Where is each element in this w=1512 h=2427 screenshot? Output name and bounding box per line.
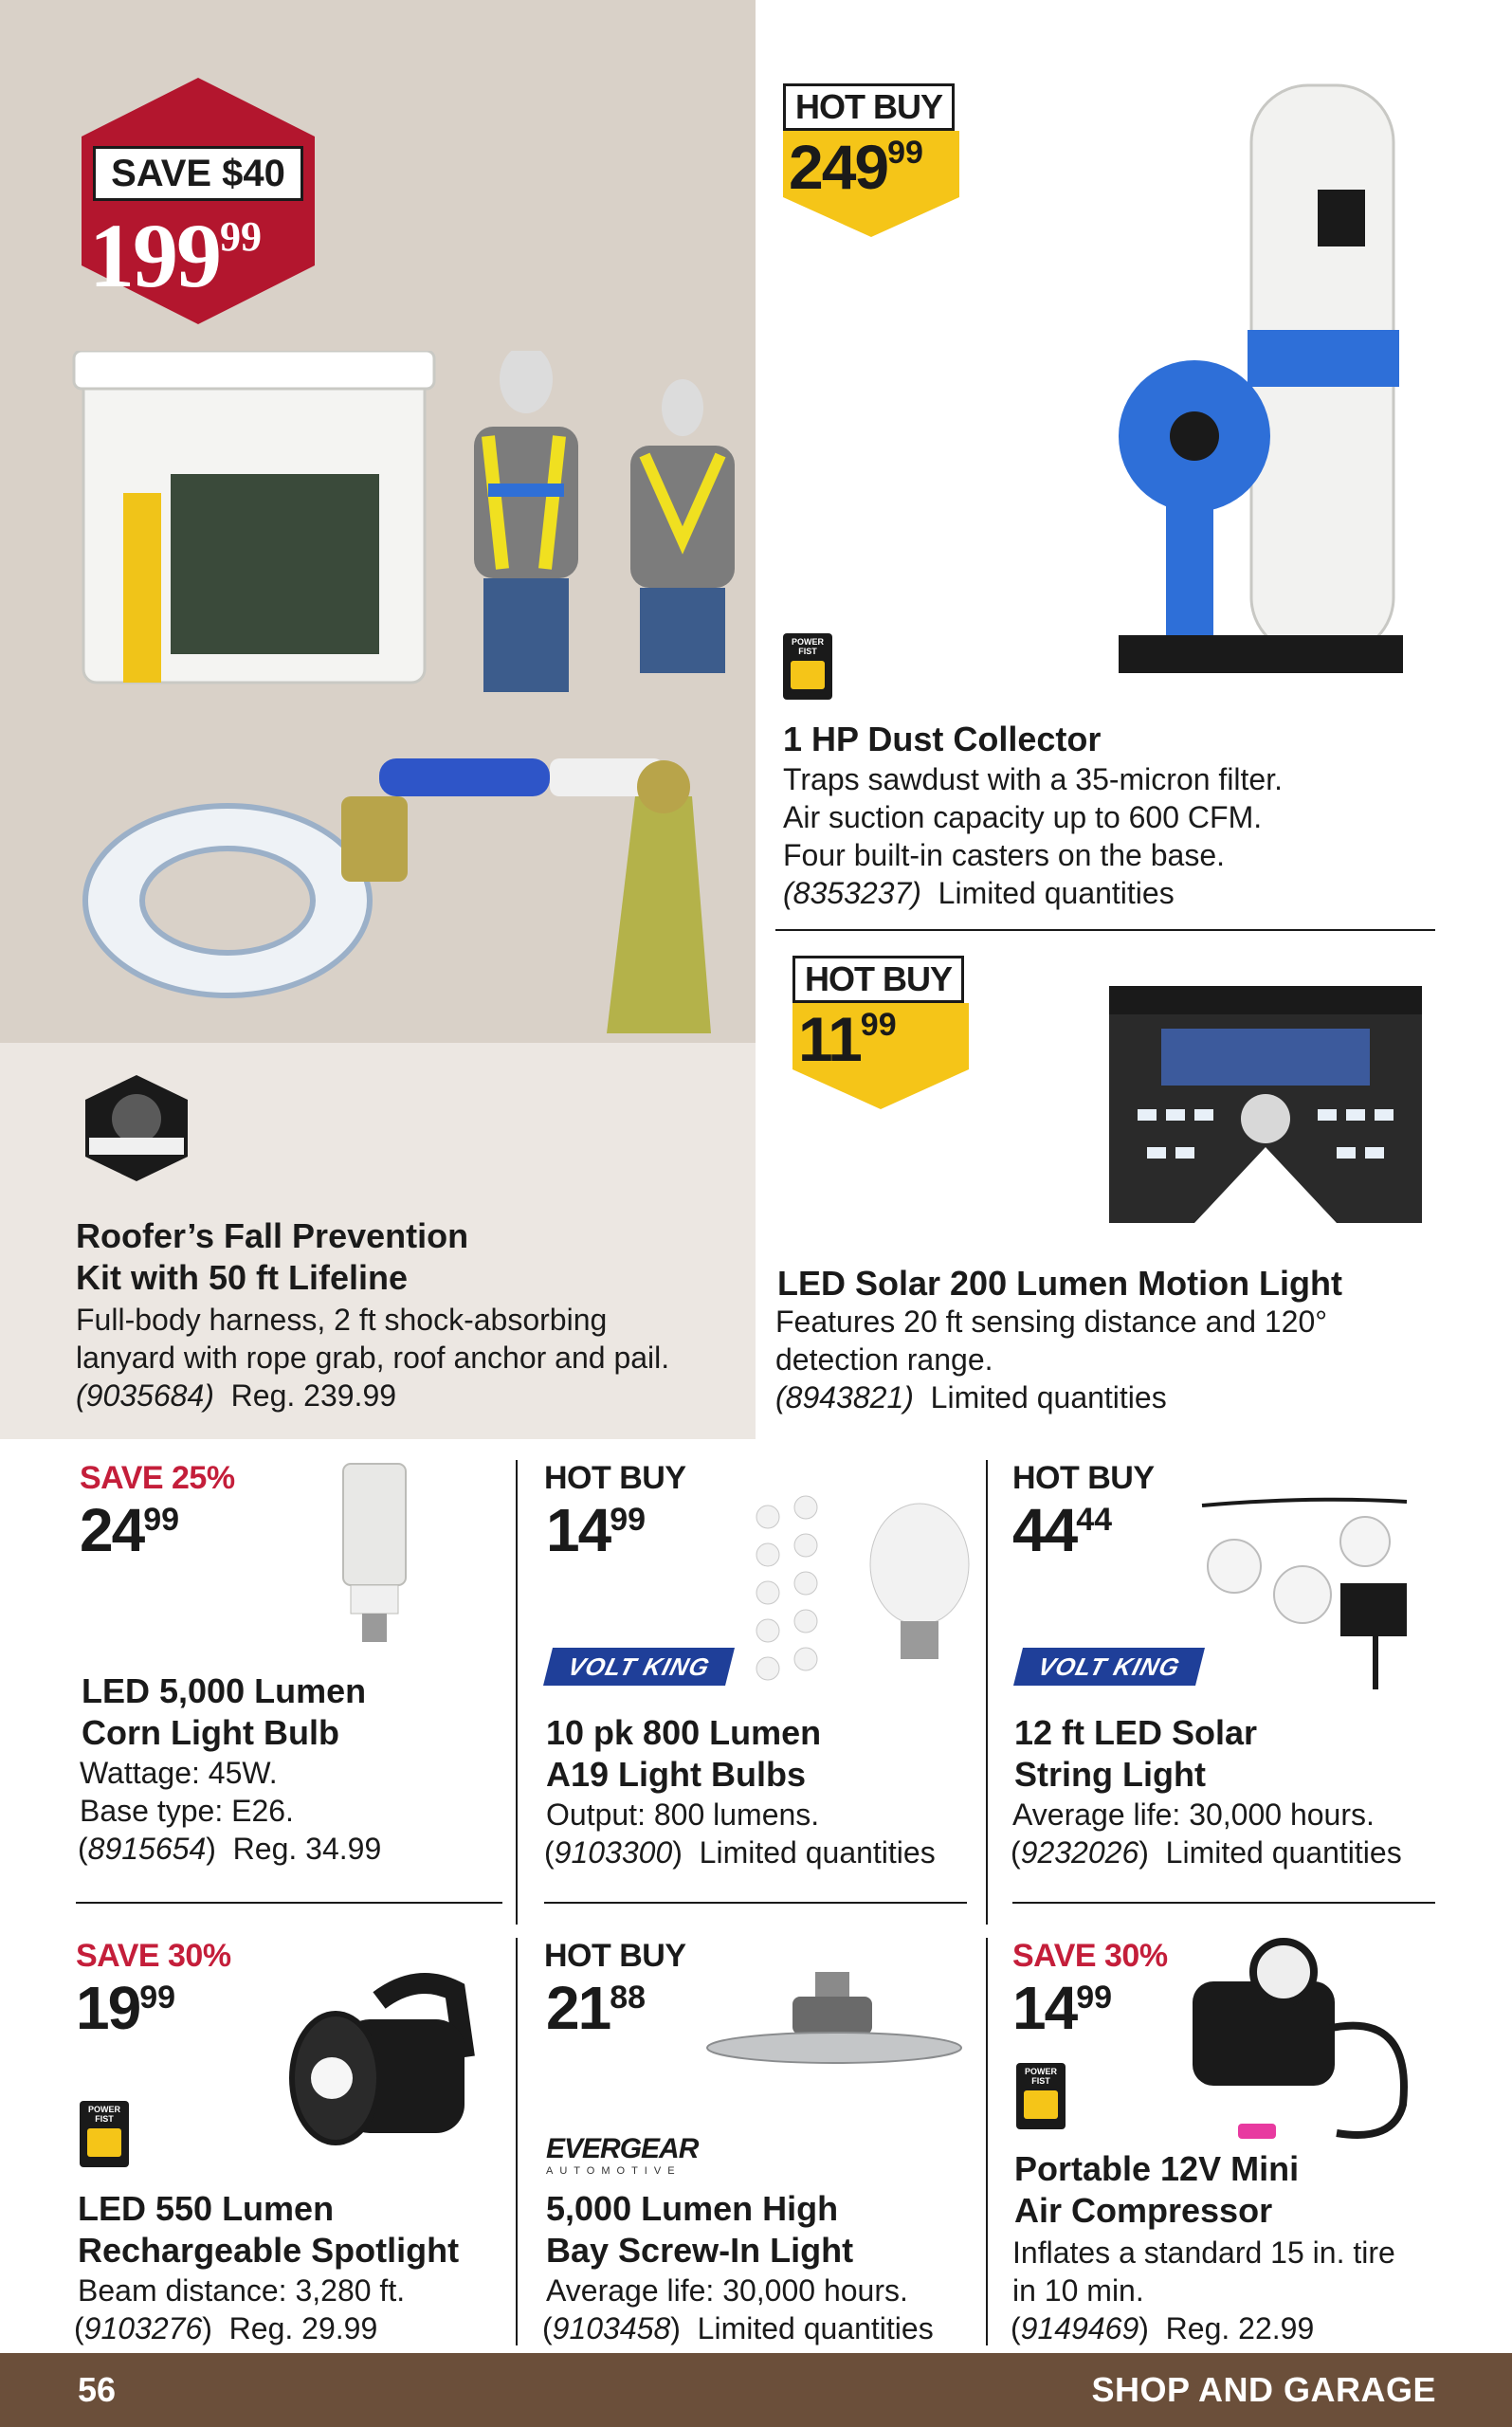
- cell-3-title-2: Rechargeable Spotlight: [78, 2231, 460, 2270]
- cell-1-title-2: A19 Light Bulbs: [546, 1755, 807, 1794]
- cell-5-sku-line: (9149469) Reg. 22.99: [1011, 2311, 1315, 2345]
- note: Limited quantities: [938, 876, 1175, 910]
- evergear-wordmark: EVERGEAR: [546, 2133, 699, 2164]
- price-dollars: 24: [80, 1496, 144, 1564]
- string-light-image: [1198, 1492, 1445, 1691]
- cell-2-desc-1: Average life: 30,000 hours.: [1012, 1797, 1375, 1832]
- sku: (8353237): [783, 876, 921, 910]
- price-cents: 44: [1076, 1502, 1113, 1538]
- a19-bulbs-image: [749, 1488, 976, 1688]
- cell-1-desc-1: Output: 800 lumens.: [546, 1797, 820, 1832]
- note: Limited quantities: [1165, 1835, 1402, 1870]
- price-dollars: 21: [546, 1974, 610, 2042]
- evergear-logo: [546, 2133, 698, 2177]
- featured-desc-1: Full-body harness, 2 ft shock-absorbing: [76, 1303, 608, 1337]
- save-label: SAVE 30%: [1012, 1938, 1168, 1974]
- note: Reg. 34.99: [232, 1832, 382, 1866]
- solar-light-sku-line: [775, 1378, 1167, 1416]
- price-dollars: 249: [789, 132, 888, 202]
- featured-title-2: Kit with 50 ft Lifeline: [76, 1258, 409, 1297]
- dust-collector-desc-2: Air suction capacity up to 600 CFM.: [783, 800, 1263, 834]
- cell-4-title-1: 5,000 Lumen High: [546, 2189, 839, 2228]
- fall-kit-image: [57, 351, 758, 1071]
- cell-5-desc-1: Inflates a standard 15 in. tire: [1012, 2235, 1395, 2270]
- section-title: SHOP AND GARAGE: [1091, 2370, 1436, 2409]
- hot-buy-label: HOT BUY: [1012, 1460, 1155, 1496]
- col-divider: [516, 1938, 518, 2345]
- save-label: SAVE 30%: [76, 1938, 231, 1974]
- save-label: SAVE $40: [93, 146, 303, 201]
- price-cents: 99: [610, 1502, 647, 1538]
- note: Reg. 29.99: [228, 2311, 378, 2345]
- dust-collector-image: [1090, 76, 1431, 702]
- price-dollars: 19: [76, 1974, 140, 2042]
- price-dollars: 11: [798, 1004, 861, 1074]
- price-cents: 99: [143, 1502, 180, 1538]
- cell-0-desc-1: Wattage: 45W.: [80, 1756, 278, 1790]
- page-number: 56: [78, 2370, 117, 2409]
- power-fist-logo: POWER FIST: [1016, 2063, 1066, 2129]
- featured-title-1: Roofer’s Fall Prevention: [76, 1216, 469, 1255]
- note: Limited quantities: [930, 1380, 1167, 1414]
- cell-3-desc-1: Beam distance: 3,280 ft.: [78, 2273, 406, 2308]
- hot-buy-label: HOT BUY: [544, 1460, 686, 1496]
- cell-1-tag: [544, 1460, 686, 1496]
- cell-4-sku-line: (9103458) Limited quantities: [542, 2311, 934, 2345]
- note: Reg. 22.99: [1165, 2311, 1315, 2345]
- solar-light-desc-2: detection range.: [775, 1342, 993, 1377]
- sku: 8915654: [87, 1832, 207, 1866]
- hot-buy-label: HOT BUY: [792, 956, 964, 1003]
- price-arrow: [792, 1003, 982, 1109]
- price-cents: 99: [139, 1980, 176, 2016]
- cell-0-price: [80, 1496, 180, 1564]
- note: Limited quantities: [697, 2311, 934, 2345]
- cell-5-desc-2: in 10 min.: [1012, 2273, 1144, 2308]
- cell-5-tag: [1012, 1938, 1168, 1974]
- cell-2-title-1: 12 ft LED Solar: [1014, 1713, 1258, 1752]
- featured-desc-2: lanyard with rope grab, roof anchor and pail.: [76, 1341, 670, 1375]
- cell-0-tag: [80, 1460, 235, 1496]
- cell-0-sku-line: (8915654) Reg. 34.99: [78, 1832, 382, 1866]
- page-footer: [0, 2353, 1512, 2427]
- row-divider: [544, 1902, 967, 1904]
- cell-1-sku-line: (9103300) Limited quantities: [544, 1835, 936, 1870]
- cell-3-sku-line: (9103276) Reg. 29.99: [74, 2311, 378, 2345]
- cell-1-title-1: 10 pk 800 Lumen: [546, 1713, 822, 1752]
- fist-icon: [87, 2128, 121, 2157]
- price-cents: 99: [860, 1007, 897, 1043]
- solar-light-image: [1090, 976, 1441, 1232]
- sku: 9149469: [1020, 2311, 1139, 2345]
- sku: 9232026: [1020, 1835, 1139, 1870]
- col-divider: [516, 1460, 518, 1925]
- evergear-sub: AUTOMOTIVE: [546, 2165, 682, 2177]
- solar-light-desc-1: Features 20 ft sensing distance and 120°: [775, 1305, 1328, 1339]
- cell-0-title-1: LED 5,000 Lumen: [82, 1671, 367, 1710]
- sku: 9103458: [552, 2311, 671, 2345]
- dust-collector-hot-tag: [783, 83, 973, 237]
- fist-icon: [791, 661, 825, 689]
- badge-price: [89, 203, 317, 309]
- col-divider: [986, 1460, 988, 1925]
- price-cents: 99: [1076, 1980, 1113, 2016]
- power-fist-logo: POWER FIST: [80, 2101, 129, 2167]
- price-dollars: 44: [1012, 1496, 1077, 1564]
- cell-0-title-2: Corn Light Bulb: [82, 1713, 339, 1752]
- price-arrow: [783, 131, 973, 237]
- sku: (9035684): [76, 1378, 214, 1413]
- price-cents: 88: [610, 1980, 647, 2016]
- cell-5-title-1: Portable 12V Mini: [1014, 2149, 1300, 2188]
- corn-bulb-image: [332, 1460, 417, 1650]
- dust-collector-desc-1: Traps sawdust with a 35-micron filter.: [783, 762, 1283, 796]
- reg-price: Reg. 239.99: [230, 1378, 397, 1413]
- sku: 9103300: [554, 1835, 673, 1870]
- cell-4-desc-1: Average life: 30,000 hours.: [546, 2273, 908, 2308]
- volt-king-logo: VOLT KING: [543, 1648, 735, 1686]
- featured-sku-line: [76, 1377, 396, 1414]
- cell-3-price: [76, 1974, 176, 2042]
- dust-collector-sku-line: [783, 874, 1175, 912]
- cell-3-tag: [76, 1938, 231, 1974]
- price-cents: 99: [887, 135, 923, 171]
- sku: 9103276: [83, 2311, 203, 2345]
- solar-light-hot-tag: [792, 956, 982, 1109]
- fist-icon: [1024, 2090, 1058, 2119]
- cell-4-price: [546, 1974, 647, 2042]
- price-dollars: 14: [546, 1496, 610, 1564]
- cell-3-title-1: LED 550 Lumen: [78, 2189, 335, 2228]
- cell-2-price: [1012, 1496, 1113, 1564]
- price-dollars: 14: [1012, 1974, 1077, 2042]
- cell-5-title-2: Air Compressor: [1014, 2191, 1273, 2230]
- cell-4-tag: [544, 1938, 686, 1974]
- spotlight-image: [275, 1972, 483, 2162]
- high-bay-light-image: [701, 1972, 967, 2076]
- hot-buy-label: HOT BUY: [544, 1938, 686, 1974]
- col-divider: [986, 1938, 988, 2345]
- solar-light-title: LED Solar 200 Lumen Motion Light: [777, 1264, 1343, 1303]
- sku: (8943821): [775, 1380, 914, 1414]
- dust-collector-desc-3: Four built-in casters on the base.: [783, 838, 1226, 872]
- price-cents: 99: [220, 213, 262, 260]
- volt-king-logo: VOLT KING: [1013, 1648, 1205, 1686]
- cell-2-tag: [1012, 1460, 1155, 1496]
- divider: [775, 929, 1435, 931]
- save-badge: [76, 78, 320, 324]
- cell-0-desc-2: Base type: E26.: [80, 1794, 294, 1828]
- price-dollars: 199: [89, 205, 220, 306]
- cell-2-sku-line: (9232026) Limited quantities: [1011, 1835, 1402, 1870]
- row-divider: [76, 1902, 502, 1904]
- note: Limited quantities: [699, 1835, 936, 1870]
- hot-buy-label: HOT BUY: [783, 83, 955, 131]
- workhorse-logo: [80, 1071, 193, 1185]
- save-label: SAVE 25%: [80, 1460, 235, 1496]
- row-divider: [1012, 1902, 1435, 1904]
- power-fist-logo: POWER FIST: [783, 633, 832, 700]
- air-compressor-image: [1185, 1934, 1450, 2143]
- cell-5-price: [1012, 1974, 1113, 2042]
- cell-2-title-2: String Light: [1014, 1755, 1206, 1794]
- cell-1-price: [546, 1496, 647, 1564]
- price: [798, 1001, 897, 1077]
- cell-4-title-2: Bay Screw-In Light: [546, 2231, 854, 2270]
- price: [789, 129, 923, 205]
- dust-collector-title: 1 HP Dust Collector: [783, 720, 1102, 758]
